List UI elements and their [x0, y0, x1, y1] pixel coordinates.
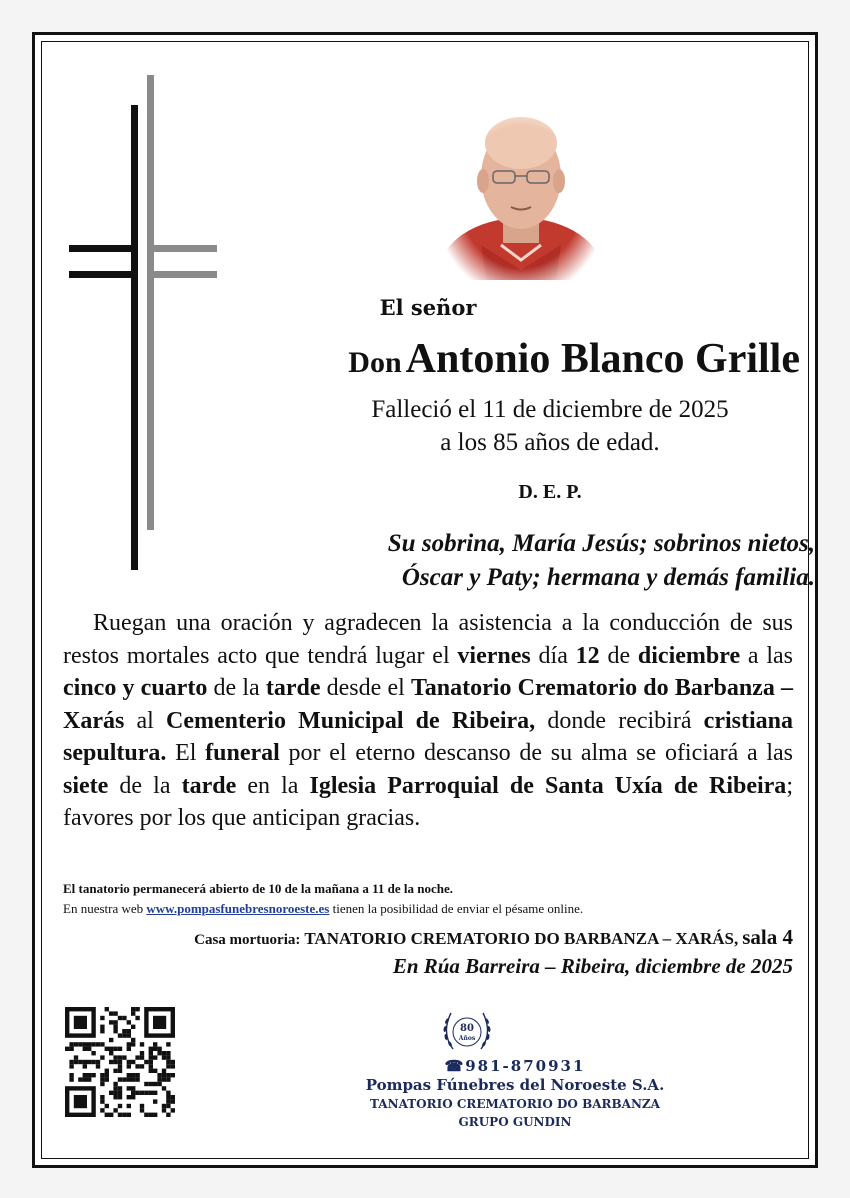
phone-number: [235, 1057, 795, 1075]
anniversary-logo: [437, 1003, 497, 1059]
death-info: [255, 393, 845, 459]
body-run: día: [530, 642, 576, 669]
body-run: desde el: [320, 675, 411, 701]
family-line-1: Su sobrina, María Jesús; sobrinos nietos,: [387, 530, 815, 557]
phone-icon: ☎: [444, 1057, 466, 1075]
name-text: Antonio Blanco Grille: [405, 336, 800, 382]
place-date: En Rúa Barreira – Ribeira, diciembre de 2025: [392, 954, 793, 978]
funeral-details: [63, 607, 793, 835]
footer-tanatorio: TANATORIO CREMATORIO DO BARBANZA: [370, 1097, 660, 1111]
body-run: tarde: [265, 675, 321, 701]
casa-value: TANATORIO CREMATORIO DO BARBANZA – XARÁS,: [304, 929, 739, 948]
body-run: en la: [236, 772, 310, 799]
body-run: Iglesia Parroquial de Santa Uxía de Ribeira: [309, 772, 787, 799]
body-run: funeral: [205, 740, 280, 766]
body-run: El: [166, 740, 206, 766]
logo-word: Años: [458, 1035, 476, 1042]
body-run: Ruegan una oración y agradecen la asistencia a la conducción de sus restos mortales acto que tendrá lugar el: [63, 610, 793, 669]
body-run: al: [124, 707, 167, 734]
obituary-sheet: [32, 32, 818, 1168]
qr-code[interactable]: [65, 1007, 175, 1117]
casa-label: Casa mortuoria:: [194, 932, 301, 948]
body-run: a las: [740, 642, 794, 669]
web-text-after: tienen la posibilidad de enviar el pésame online.: [329, 901, 584, 916]
body-run: por el eterno descanso de su alma se oficiará a las: [279, 740, 793, 766]
rip-text: D. E. P.: [518, 481, 582, 503]
website-link[interactable]: www.pompasfunebresnoroeste.es: [146, 901, 330, 916]
body-run: 12: [575, 642, 600, 669]
body-run: diciembre: [637, 642, 741, 669]
body-run: de la: [108, 772, 182, 799]
footer-group: GRUPO GUNDIN: [458, 1115, 572, 1129]
phone-text: 981-870931: [465, 1057, 586, 1075]
body-run: cristiana sepultura.: [63, 707, 793, 766]
body-run: siete: [63, 772, 109, 799]
casa-mortuoria: [63, 925, 793, 950]
age: a los 85 años de edad.: [440, 429, 660, 456]
web-text-before: En nuestra web: [63, 901, 147, 916]
honorific: El señor: [379, 295, 477, 320]
body-run: donde recibirá: [535, 707, 704, 734]
cross-icon: [69, 75, 219, 575]
tanatorio-hours: El tanatorio permanecerá abierto de 10 de la mañana a 11 de la noche.: [63, 881, 453, 896]
body-run: Tanatorio Crematorio do Barbanza – Xarás: [63, 675, 794, 734]
death-date: Falleció el 11 de diciembre de 2025: [371, 396, 729, 423]
family-line-2: Óscar y Paty; hermana y demás familia.: [401, 564, 815, 591]
body-run: tarde: [181, 772, 237, 799]
body-run: cinco y cuarto: [63, 675, 208, 701]
portrait-photo: [441, 95, 601, 280]
logo-number: 80: [460, 1023, 474, 1034]
body-run: de: [599, 642, 638, 669]
deceased-name: [230, 335, 800, 383]
casa-room: sala 4: [742, 925, 793, 949]
family-list: [215, 527, 815, 595]
body-run: ; favores por los que anticipan gracias.: [63, 772, 793, 831]
body-run: viernes: [457, 642, 531, 669]
name-prefix: Don: [348, 346, 402, 379]
web-condolence-note: [63, 901, 803, 917]
body-run: Cementerio Municipal de Ribeira,: [166, 707, 536, 734]
company-name: Pompas Fúnebres del Noroeste S.A.: [365, 1076, 665, 1094]
body-run: de la: [207, 675, 266, 701]
